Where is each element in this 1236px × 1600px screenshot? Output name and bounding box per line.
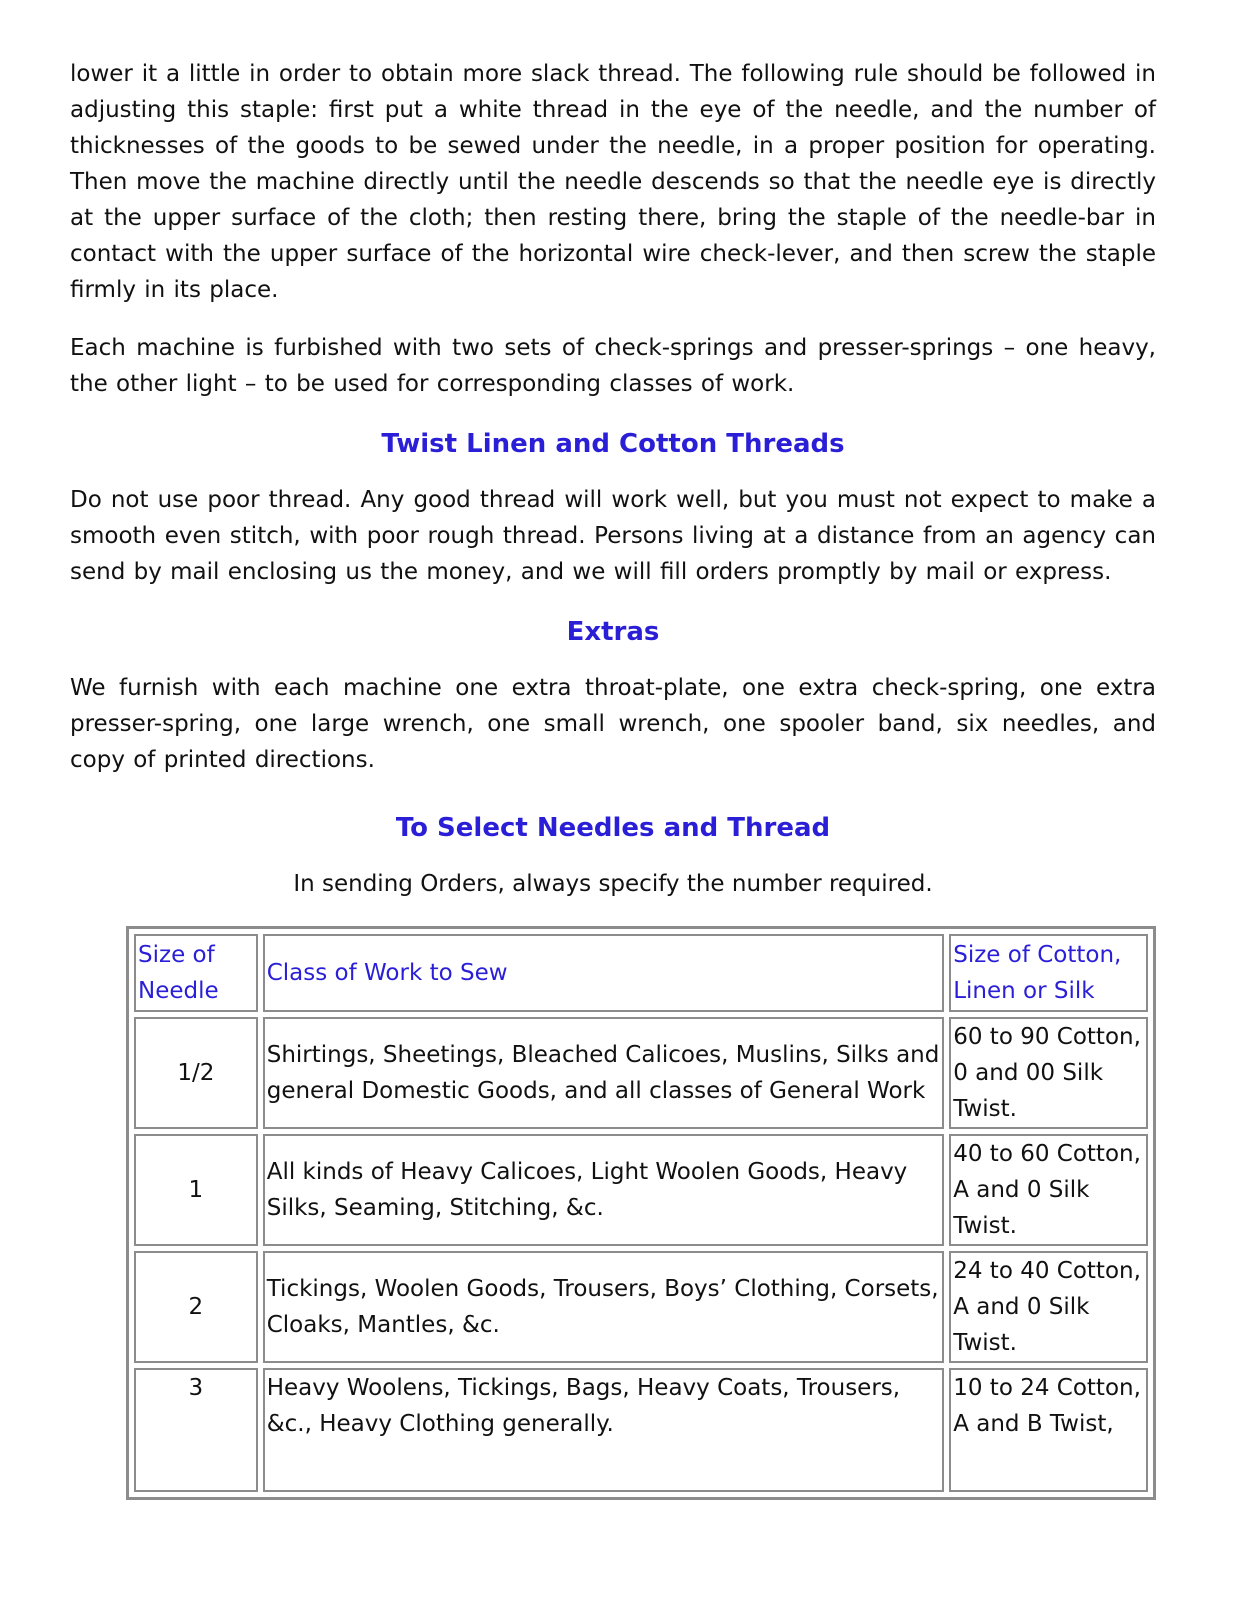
paragraph-staple-adjustment: lower it a little in order to obtain more slack thread. The following rule should be followed in adjusting this staple: first put a white thread in the eye of the needle, and the number of thicknesses of the goods to be sewed under the needle, in a proper position for operating. Then move the machine directly until the needle descends so that the needle eye is directly at the upper surface of the cloth; then resting there, bring the staple of the needle-bar in contact with the upper surface of the horizontal wire check-lever, and then screw the staple firmly in its place. [70,61,1156,303]
cell-needle-size: 1/2 [134,1017,258,1129]
cell-thread-size: 24 to 40 Cotton, A and 0 Silk Twist. [949,1251,1148,1363]
cell-thread-size: 60 to 90 Cotton, 0 and 00 Silk Twist. [949,1017,1148,1129]
table-row [134,1134,1148,1246]
paragraph-extras: We furnish with each machine one extra throat-plate, one extra check-spring, one extra presser-spring, one large wrench, one small wrench, one spooler band, six needles, and copy of printed directions. [70,675,1156,773]
table-row [134,1251,1148,1363]
cell-work-class: All kinds of Heavy Calicoes, Light Woolen Goods, Heavy Silks, Seaming, Stitching, &c. [263,1134,945,1246]
paragraph-threads: Do not use poor thread. Any good thread will work well, but you must not expect to make a smooth even stitch, with poor rough thread. Persons living at a distance from an agency can send by mail enclosing us the money, and we will fill orders promptly by mail or express. [70,487,1156,585]
header-size-of-needle: Size of Needle [134,934,258,1012]
cell-thread-size: 40 to 60 Cotton, A and 0 Silk Twist. [949,1134,1148,1246]
cell-needle-size: 2 [134,1251,258,1363]
needles-table [126,926,1156,1500]
cell-needle-size: 3 [134,1368,258,1492]
table-row [134,1017,1148,1129]
heading-twist-threads: Twist Linen and Cotton Threads [381,429,845,459]
header-size-of-thread: Size of Cotton, Linen or Silk [949,934,1148,1012]
heading-extras: Extras [566,617,660,647]
cell-thread-size: 10 to 24 Cotton, A and B Twist, [949,1368,1148,1492]
cell-work-class: Shirtings, Sheetings, Bleached Calicoes, Muslins, Silks and general Domestic Goods, and all classes of General Work [263,1017,945,1129]
table-header-row [134,934,1148,1012]
cell-work-class: Tickings, Woolen Goods, Trousers, Boys’ Clothing, Corsets, Cloaks, Mantles, &c. [263,1251,945,1363]
cell-needle-size: 1 [134,1134,258,1246]
table-row [134,1368,1148,1492]
header-class-of-work: Class of Work to Sew [263,934,945,1012]
paragraph-springs: Each machine is furbished with two sets of check-springs and presser-springs – one heavy, the other light – to be used for corresponding classes of work. [70,335,1156,397]
document-page [70,56,1156,1500]
orders-note: In sending Orders, always specify the number required. [293,871,933,897]
cell-work-class: Heavy Woolens, Tickings, Bags, Heavy Coats, Trousers, &c., Heavy Clothing generally. [263,1368,945,1492]
heading-select-needles: To Select Needles and Thread [395,813,831,843]
